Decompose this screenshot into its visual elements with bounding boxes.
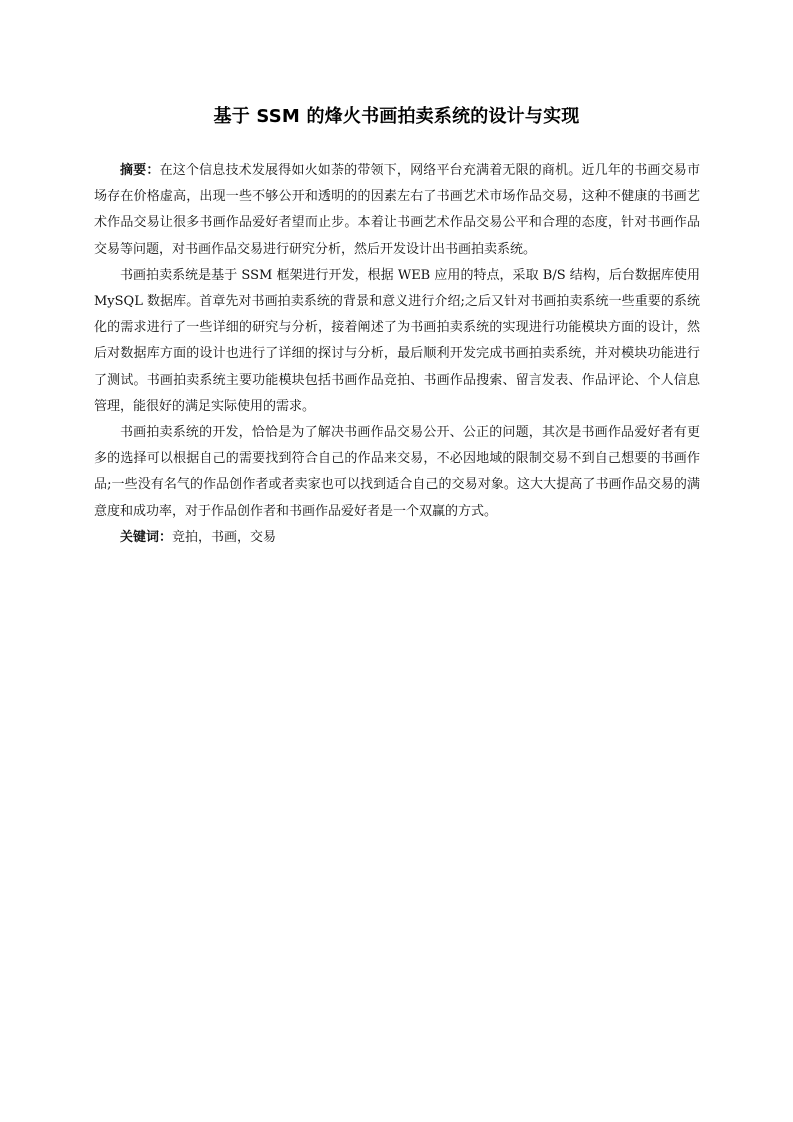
abstract-label: 摘要： (120, 163, 160, 178)
abstract-intro-text: 在这个信息技术发展得如火如荼的带领下，网络平台充满着无限的商机。近几年的书画交易市场存在价格虚高，出现一些不够公开和透明的的因素左右了书画艺术市场作品交易，这种不健康的书画艺术作品交易让很多书画作品爱好者望而止步。本着让书画艺术作品交易公平和合理的态度，针对书画作品交易等问题，对书画作品交易进行研究分析，然后开发设计出书画拍卖系统。 (94, 163, 700, 257)
abstract-section (94, 158, 700, 551)
paper-title: 基于 SSM 的烽火书画拍卖系统的设计与实现 (213, 106, 580, 127)
abstract-paragraph-1 (94, 158, 700, 263)
keywords-text: 竞拍，书画，交易 (172, 529, 277, 545)
abstract-paragraph-2: 书画拍卖系统是基于 SSM 框架进行开发，根据 WEB 应用的特点，采取 B/S 结构，后台数据库使用 MySQL 数据库。首章先对书画拍卖系统的背景和意义进行介绍;之后又针对书画拍卖系统一些重要的系统化的需求进行了一些详细的研究与分析，接着阐述了为书画拍卖系统的实现进行功能模块方面的设计，然后对数据库方面的设计也进行了详细的探讨与分析，最后顺利开发完成书画拍卖系统，并对模块功能进行了测试。书画拍卖系统主要功能模块包括书画作品竞拍、书画作品搜索、留言发表、作品评论、个人信息管理，能很好的满足实际使用的需求。 (94, 267, 700, 414)
keywords-line (94, 525, 700, 551)
abstract-paragraph-3: 书画拍卖系统的开发，恰恰是为了解决书画作品交易公开、公正的问题，其次是书画作品爱好者有更多的选择可以根据自己的需要找到符合自己的作品来交易，不必因地域的限制交易不到自己想要的书画作品;一些没有名气的作品创作者或者卖家也可以找到适合自己的交易对象。这大大提高了书画作品交易的满意度和成功率，对于作品创作者和书画作品爱好者是一个双赢的方式。 (94, 425, 700, 519)
keywords-label: 关键词： (120, 529, 173, 545)
